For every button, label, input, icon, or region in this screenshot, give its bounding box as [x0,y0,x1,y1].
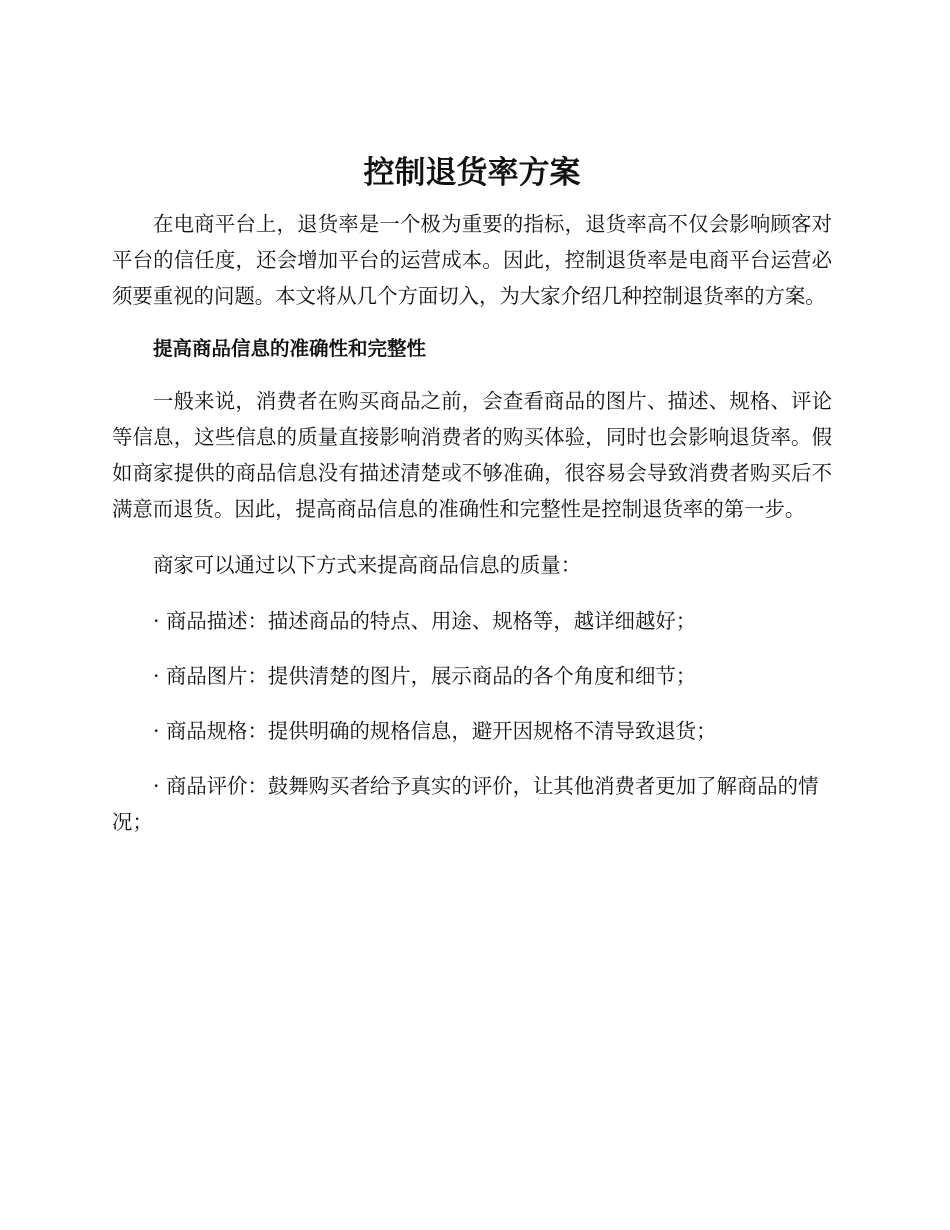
document-page [112,150,832,859]
section-paragraph: 一般来说，消费者在购买商品之前，会查看商品的图片、描述、规格、评论等信息，这些信息的质量直接影响消费者的购买体验，同时也会影响退货率。假如商家提供的商品信息没有描述清楚或不够准确，很容易会导致消费者购买后不满意而退货。因此，提高商品信息的准确性和完整性是控制退货率的第一步。 [112,389,832,521]
section-heading: 提高商品信息的准确性和完整性 [153,337,427,360]
document-title: 控制退货率方案 [363,155,581,191]
list-intro: 商家可以通过以下方式来提高商品信息的质量： [153,553,582,577]
list-item: · 商品图片：提供清楚的图片，展示商品的各个角度和细节； [153,664,697,688]
intro-paragraph: 在电商平台上，退货率是一个极为重要的指标，退货率高不仅会影响顾客对平台的信任度，还会增加平台的运营成本。因此，控制退货率是电商平台运营必须要重视的问题。本文将从几个方面切入，为大家介绍几种控制退货率的方案。 [112,212,832,308]
list-item: · 商品规格：提供明确的规格信息，避开因规格不清导致退货； [153,719,717,743]
list-item: · 商品评价：鼓舞购买者给予真实的评价，让其他消费者更加了解商品的情况； [112,774,819,834]
bullet-list [112,603,832,840]
list-item: · 商品描述：描述商品的特点、用途、规格等，越详细越好； [153,609,697,633]
